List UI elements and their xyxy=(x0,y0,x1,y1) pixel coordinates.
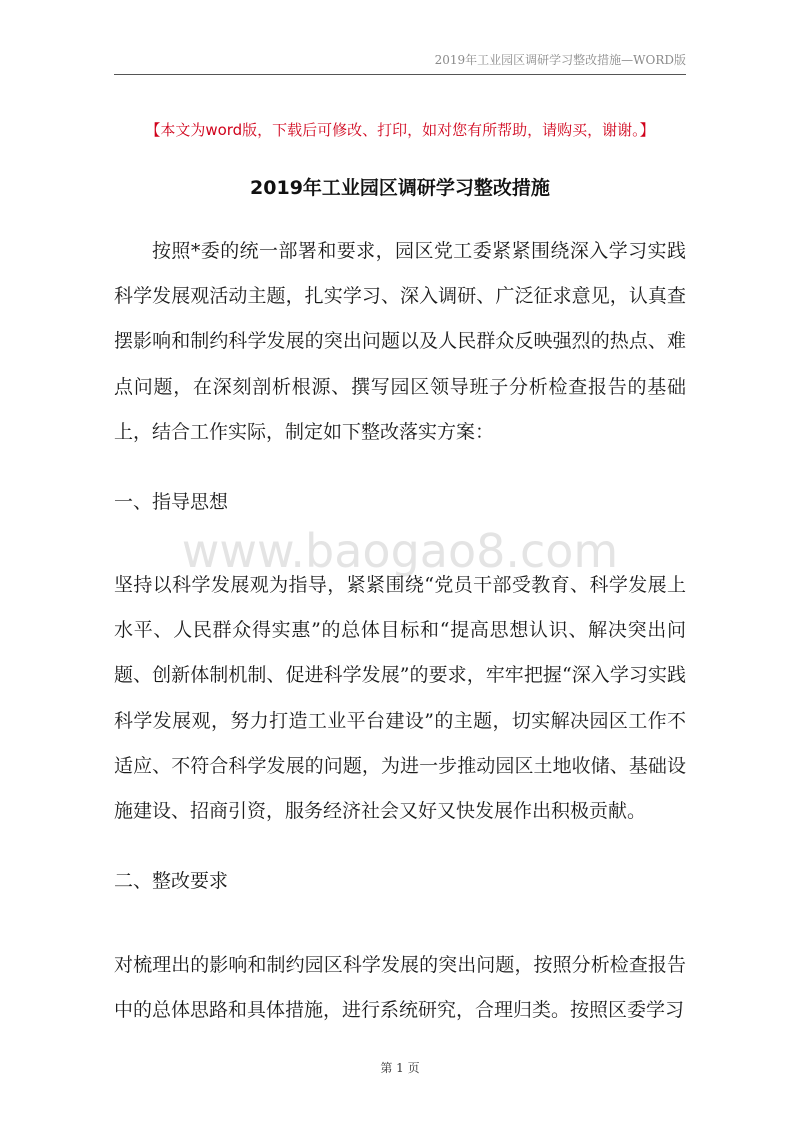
running-header: 2019年工业园区调研学习整改措施—WORD版 xyxy=(434,53,686,67)
watermark: www.baogao8.com xyxy=(181,524,619,578)
section-body-rectification-requirements: 对梳理出的影响和制约园区科学发展的突出问题，按照分析检查报告中的总体思路和具体措施，进行系统研究，合理归类。按照区委学习 xyxy=(114,954,686,1022)
purchase-notice: 【本文为word版，下载后可修改、打印，如对您有所帮助，请购买，谢谢。】 xyxy=(145,121,655,139)
section-heading-guiding-ideology: 一、指导思想 xyxy=(114,491,229,513)
header-divider xyxy=(114,74,686,75)
intro-paragraph: 按照*委的统一部署和要求，园区党工委紧紧围绕深入学习实践科学发展观活动主题，扎实学习、深入调研、广泛征求意见，认真查摆影响和制约科学发展的突出问题以及人民群众反映强烈的热点、难点问题，在深刻剖析根源、撰写园区领导班子分析检查报告的基础上，结合工作实际，制定如下整改落实方案： xyxy=(114,240,686,443)
page-number: 第 1 页 xyxy=(380,1061,420,1075)
document-title: 2019年工业园区调研学习整改措施 xyxy=(250,177,550,199)
section-body-guiding-ideology: 坚持以科学发展观为指导，紧紧围绕“党员干部受教育、科学发展上水平、人民群众得实惠”的总体目标和“提高思想认识、解决突出问题、创新体制机制、促进科学发展”的要求，牢牢把握“深入学习实践科学发展观，努力打造工业平台建设”的主题，切实解决园区工作不适应、不符合科学发展的问题，为进一步推动园区土地收储、基础设施建设、招商引资，服务经济社会又好又快发展作出积极贡献。 xyxy=(114,574,686,823)
section-heading-rectification-requirements: 二、整改要求 xyxy=(114,870,229,892)
